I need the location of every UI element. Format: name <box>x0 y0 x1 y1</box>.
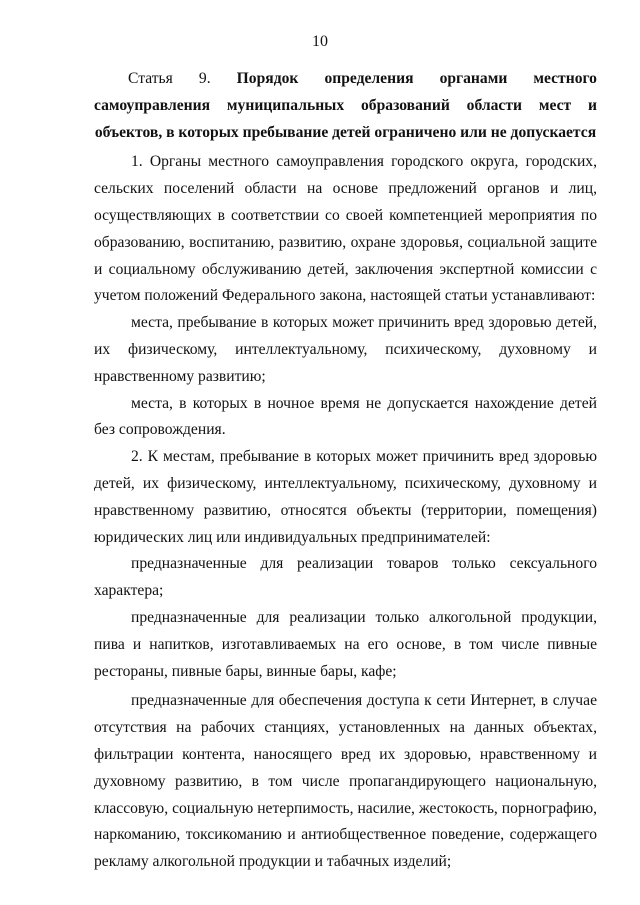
article-title: Порядок определения органами местного самоуправления муниципальных образований области мест и объектов, в которых пребывание детей ограничено или не допускается <box>94 70 597 141</box>
document-body <box>94 66 597 876</box>
article-heading <box>94 66 597 146</box>
paragraph-4: 2. К местам, пребывание в которых может причинить вред здоровью детей, их физическому, интеллектуальному, психическому, духовному и нравственному развитию, относятся объекты (территории, помещения) юридических лиц или индивидуальных предпринимателей: <box>94 448 597 546</box>
paragraph-1: 1. Органы местного самоуправления городского округа, городских, сельских поселений области на основе предложений органов и лиц, осуществляющих в соответствии со своей компетенцией мероприятия по образованию, воспитанию, развитию, охране здоровья, социальной защите и социальному обслуживанию детей, заключения экспертной комиссии с учетом положений Федерального закона, настоящей статьи устанавливают: <box>94 153 597 305</box>
paragraph-6: предназначенные для реализации только алкогольной продукции, пива и напитков, изготавливаемых на его основе, в том числе пивные рестораны, пивные бары, винные бары, кафе; <box>94 608 597 680</box>
page-number: 10 <box>312 33 328 50</box>
paragraph-3: места, в которых в ночное время не допускается нахождение детей без сопровождения. <box>94 394 597 439</box>
paragraph-7: предназначенные для обеспечения доступа к сети Интернет, в случае отсутствия на рабочих станциях, установленных на данных объектах, фильтрации контента, наносящего вред их здоровью, нравственному и духовному развитию, в том числе пропагандирующего национальную, классовую, социальную нетерпимость, насилие, жестокость, порнографию, наркоманию, токсикоманию и антиобщественное поведение, содержащего рекламу алкогольной продукции и табачных изделий; <box>94 692 597 871</box>
paragraph-2: места, пребывание в которых может причинить вред здоровью детей, их физическому, интеллектуальному, психическому, духовному и нравственному развитию; <box>94 314 597 385</box>
article-number: Статья 9. <box>128 70 211 87</box>
paragraph-5: предназначенные для реализации товаров только сексуального характера; <box>94 555 597 600</box>
